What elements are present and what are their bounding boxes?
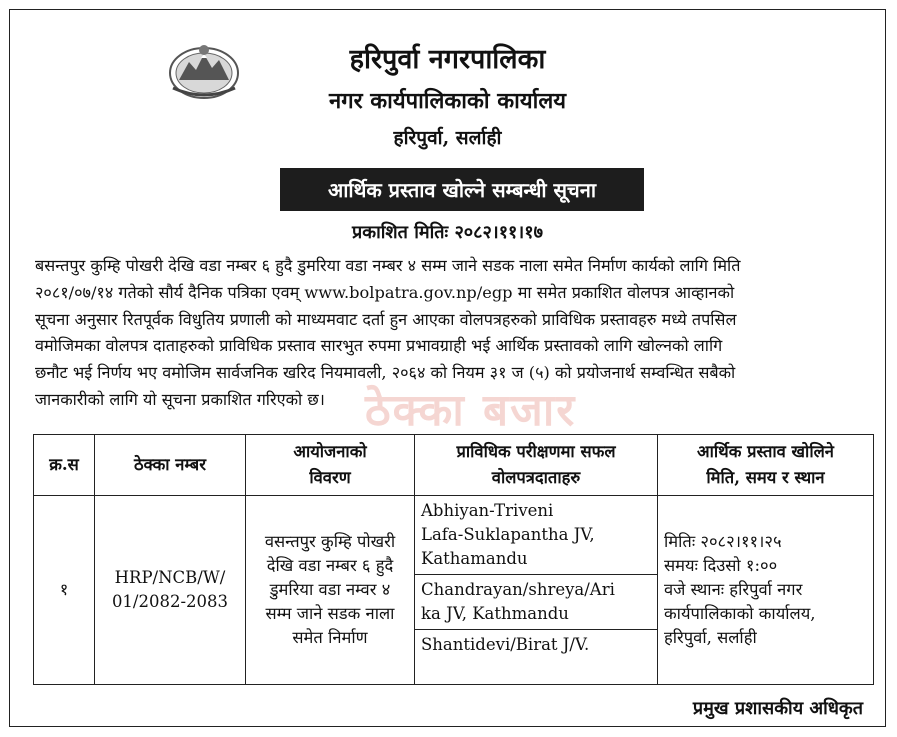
notice-page — [9, 9, 886, 727]
watermark: ठेक्का बजार — [365, 385, 577, 436]
notice-title: आर्थिक प्रस्ताव खोल्ने सम्बन्धी सूचना — [327, 178, 597, 202]
header-project: आयोजनाको विवरण — [246, 435, 415, 496]
header-contract-no: ठेक्का नम्बर — [95, 435, 246, 496]
bidder-1: Abhiyan-Triveni Lafa-Suklapantha JV, Kathamandu — [421, 501, 595, 568]
cell-opening: मितिः २०८२।११।२५ समयः दिउसो १:०० वजे स्थानः हरिपुर्वा नगर कार्यपालिकाको कार्यालय, हरिपुर्वा, सर्लाही — [658, 496, 874, 685]
signature: प्रमुख प्रशासकीय अधिकृत — [692, 698, 863, 719]
municipality-name: हरिपुर्वा नगरपालिका — [349, 44, 546, 75]
table-row — [34, 496, 874, 685]
cell-bidders — [415, 496, 658, 685]
bidder-3: Shantidevi/Birat J/V. — [415, 629, 657, 660]
cell-sn: १ — [34, 496, 95, 685]
header-sn: क्र.स — [34, 435, 95, 496]
notice-body: बसन्तपुर कुम्हि पोखरी देखि वडा नम्बर ६ हुदै डुमरिया वडा नम्बर ४ सम्म जाने सडक नाला समेत निर्माण कार्यको लागि मिति २०८१/०७/१४ गतेको सौर्य दैनिक पत्रिका एवम् www.bolpatra.gov.np/egp मा समेत प्रकाशित वोलपत्र आव्हानको सूचना अनुसार रितपूर्वक विधुतिय प्रणाली को माध्यमवाट दर्ता हुन आएका वोलपत्रहरुको प्राविधिक प्रस्तावहरु मध्ये तपसिल वमोजिमका वोलपत्र दाताहरुको प्राविधिक प्रस्ताव सारभुत रुपमा प्रभावग्राही भई आर्थिक प्रस्तावको लागि खोल्नको लागि छनौट भई निर्णय भए वमोजिम सार्वजनिक खरिद नियमावली, २०६४ को नियम ३१ ज (५) को प्रयोजनार्थ सम्वन्धित सबैको जानकारीको लागि यो सूचना प्रकाशित गरिएको छ। — [35, 256, 741, 409]
bidders-table — [33, 434, 874, 685]
office-location: हरिपुर्वा, सर्लाही — [393, 127, 502, 149]
header-bidders: प्राविधिक परीक्षणमा सफल वोलपत्रदाताहरु — [415, 435, 658, 496]
bidder-2: Chandrayan/shreya/Ari ka JV, Kathmandu — [415, 574, 657, 629]
header-opening: आर्थिक प्रस्ताव खोलिने मिति, समय र स्थान — [658, 435, 874, 496]
published-date: प्रकाशित मितिः २०८२।११।१७ — [352, 222, 543, 243]
cell-contract-no: HRP/NCB/W/ 01/2082-2083 — [95, 496, 246, 685]
cell-project: वसन्तपुर कुम्हि पोखरी देखि वडा नम्बर ६ हुदै डुमरिया वडा नम्वर ४ सम्म जाने सडक नाला समेत निर्माण — [246, 496, 415, 685]
office-name: नगर कार्यपालिकाको कार्यालय — [329, 88, 566, 114]
table-header-row — [34, 435, 874, 496]
notice-title-banner — [280, 168, 644, 211]
